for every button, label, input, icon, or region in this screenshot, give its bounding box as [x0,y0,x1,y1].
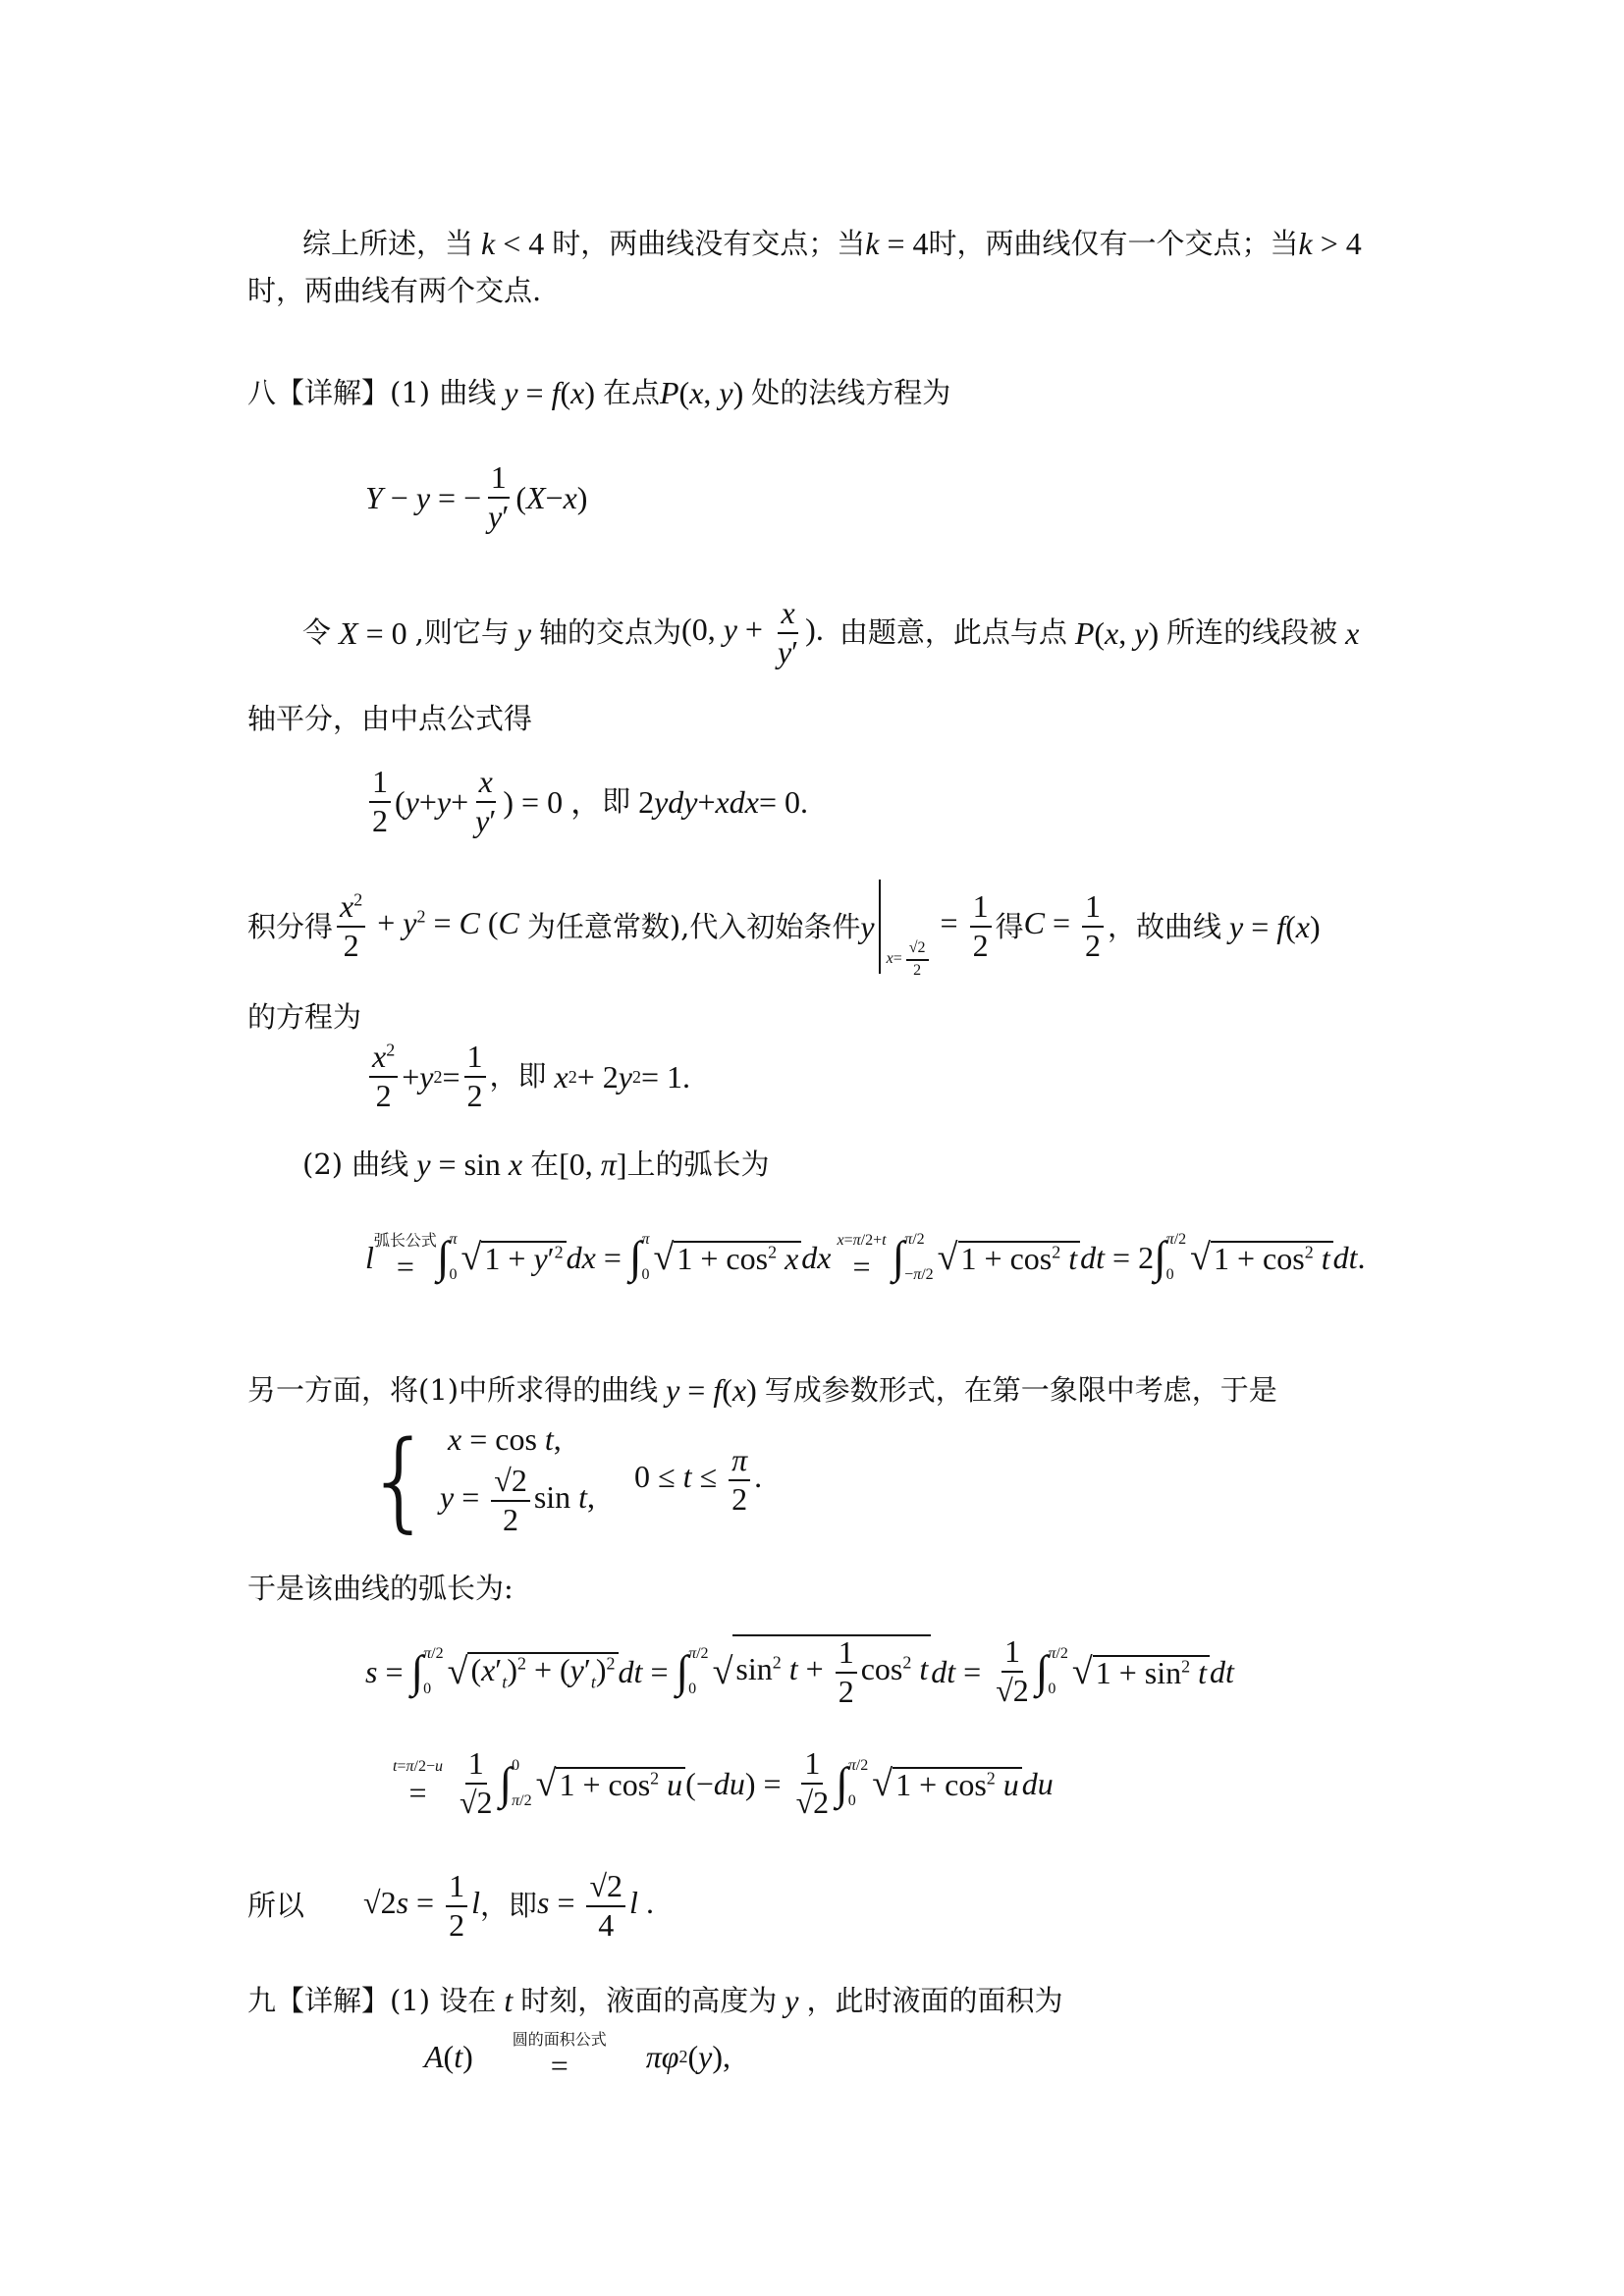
midpoint-equation: $\frac{1}{2}$ ( y + y + $\frac{x}{y'}$ ) = 0 ， 即 2 ydy + xdx = 0. [365,766,808,837]
section-8-line-8: 于是该曲线的弧长为: [247,1572,514,1605]
arc-length-sine: l 弧长公式 = ∫ π 0 √ $1 + y'^2$ dx = ∫ π 0 √ $1 + \cos^2 x$ dx x=π/2+t = ∫ π/2 −π/2 √ $1 + \cos^2 t$ dt = 2 ∫ π/2 0 √ $1 + \cos^2 t$ dt . [365,1231,1366,1284]
ellipse-equation: $\frac{x^2}{2}$ + y 2 = $\frac{1}{2}$ ，即 x 2 + 2 y 2 = 1. [365,1041,690,1112]
section-8-line-2: 令 X = 0 ,则它与 y 轴的交点为 (0, y + $\frac{x}{y'}$ ). 由题意，此点与点 P(x, y) 所连的线段被 x [302,595,1360,669]
math-k-gt-4: k > 4 [1298,226,1362,261]
conclusion-line-2: 时，两曲线有两个交点. [247,274,542,307]
section-8-conclusion: 所以 √2s = $\frac{1}{2}$ l ，即 s = $\frac{√2}{4}$ l . [247,1868,654,1943]
liquid-area-equation: A ( t ) 圆的面积公式 = πφ 2 ( y ), [424,2030,731,2083]
section-8-heading: 八【详解】 [247,375,391,409]
section-8-line-1: 八【详解】 (1) 曲线 y = f(x) 在点 P(x, y) 处的法线方程为 [247,375,951,410]
arc-length-ellipse-1: s = ∫ π/2 0 √ $(x'_t)^2 + (y'_t)^2$ dt = ∫ π/2 0 √ $\sin^2 t$ + $\frac{1}{2}$ $\cos^2 t$ dt = $\frac{1}{√2}$ ∫ π/2 0 √ $1 + \sin^2 t$ dt [365,1633,1234,1709]
section-9-heading: 九【详解】 [247,1983,391,2017]
math-k-lt-4: k < 4 [481,226,553,261]
normal-line-equation: Y − y = − $\frac{1}{y'}$ ( X − x ) [365,459,588,534]
section-8-line-6: (2) 曲线 y = sin x 在 [0, π] 上的弧长为 [302,1147,770,1182]
conclusion-line-1: 综上所述，当 k < 4 时，两曲线没有交点；当 k = 4 时，两曲线仅有一个交点；当 k > 4 [302,226,1362,261]
arc-length-ellipse-2: t=π/2−u = $\frac{1}{√2}$ ∫ 0 π/2 √ $1 + \cos^2 u$ (− du ) = $\frac{1}{√2}$ ∫ π/2 0 √ $1 + \cos^2 u$ du [393,1745,1054,1820]
section-8-line-7: 另一方面，将(1)中所求得的曲线 y = f(x) 写成参数形式，在第一象限中考虑，于是 [247,1372,1277,1408]
evaluation-bar [879,880,881,974]
section-8-line-3: 轴平分，由中点公式得 [247,702,533,735]
section-8-line-5: 的方程为 [247,1000,362,1034]
parametric-form: { x = cos t, y = $\frac{√2}{2}$ sin t, 0 ≤ t ≤ $\frac{\pi}{2}$ . [365,1416,763,1543]
section-8-line-4: 积分得 $\frac{x^2}{2}$ + $y^2 = C$ (C 为任意常数),代入初始条件 y $_{x= \frac{√2}{2}}$ = $\frac{1}{2}$ 得 C = $\frac{1}{2}$ ，故曲线 y = f(x) [247,880,1321,974]
section-9-line-1: 九【详解】 (1) 设在 t 时刻，液面的高度为 y ，此时液面的面积为 [247,1983,1063,2018]
math-k-eq-4: k = 4 [865,226,929,261]
